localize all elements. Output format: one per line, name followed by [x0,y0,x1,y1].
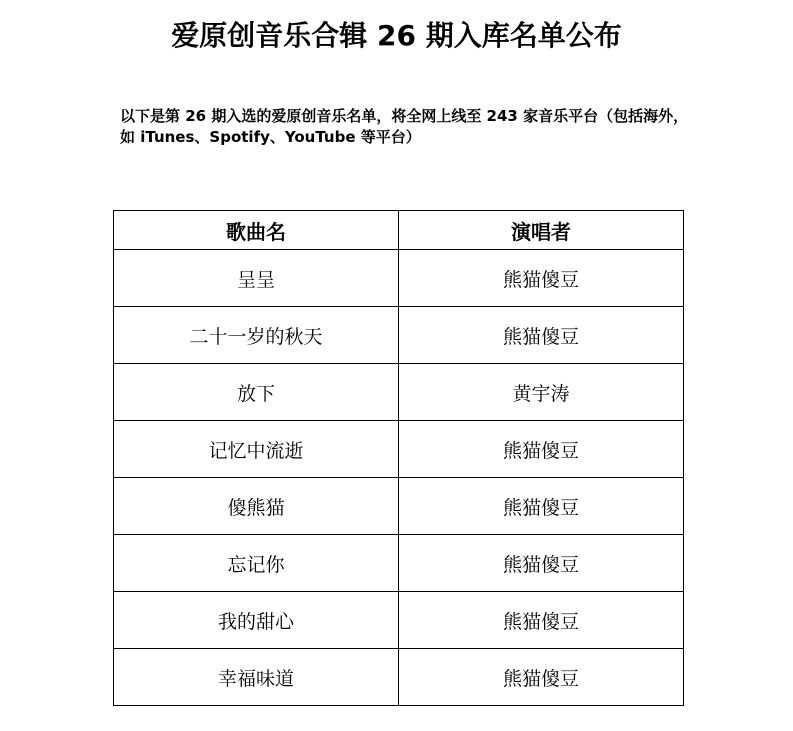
table-row [114,478,684,535]
song-name-cell: 我的甜心 [114,592,399,649]
column-header-song: 歌曲名 [114,211,399,250]
singer-cell: 熊猫傻豆 [399,250,684,307]
singer-cell: 熊猫傻豆 [399,307,684,364]
song-name-cell: 呈呈 [114,250,399,307]
table-row [114,535,684,592]
column-header-singer: 演唱者 [399,211,684,250]
singer-cell: 熊猫傻豆 [399,649,684,706]
song-name-cell: 二十一岁的秋天 [114,307,399,364]
song-name-cell: 傻熊猫 [114,478,399,535]
intro-paragraph: 以下是第 26 期入选的爱原创音乐名单，将全网上线至 243 家音乐平台（包括海外，如 iTunes、Spotify、YouTube 等平台） [120,107,689,146]
song-list-table [113,210,684,706]
singer-cell: 熊猫傻豆 [399,478,684,535]
table-row [114,421,684,478]
song-name-cell: 忘记你 [114,535,399,592]
table-row [114,250,684,307]
song-name-cell: 幸福味道 [114,649,399,706]
singer-cell: 黄宇涛 [399,364,684,421]
table-row [114,649,684,706]
table-body [114,250,684,706]
singer-cell: 熊猫傻豆 [399,592,684,649]
song-name-cell: 记忆中流逝 [114,421,399,478]
table-row [114,364,684,421]
table-row [114,307,684,364]
table-row [114,592,684,649]
song-name-cell: 放下 [114,364,399,421]
singer-cell: 熊猫傻豆 [399,535,684,592]
table-header-row [114,211,684,250]
page-title: 爱原创音乐合辑 26 期入库名单公布 [171,19,622,52]
table-header [114,211,684,250]
singer-cell: 熊猫傻豆 [399,421,684,478]
